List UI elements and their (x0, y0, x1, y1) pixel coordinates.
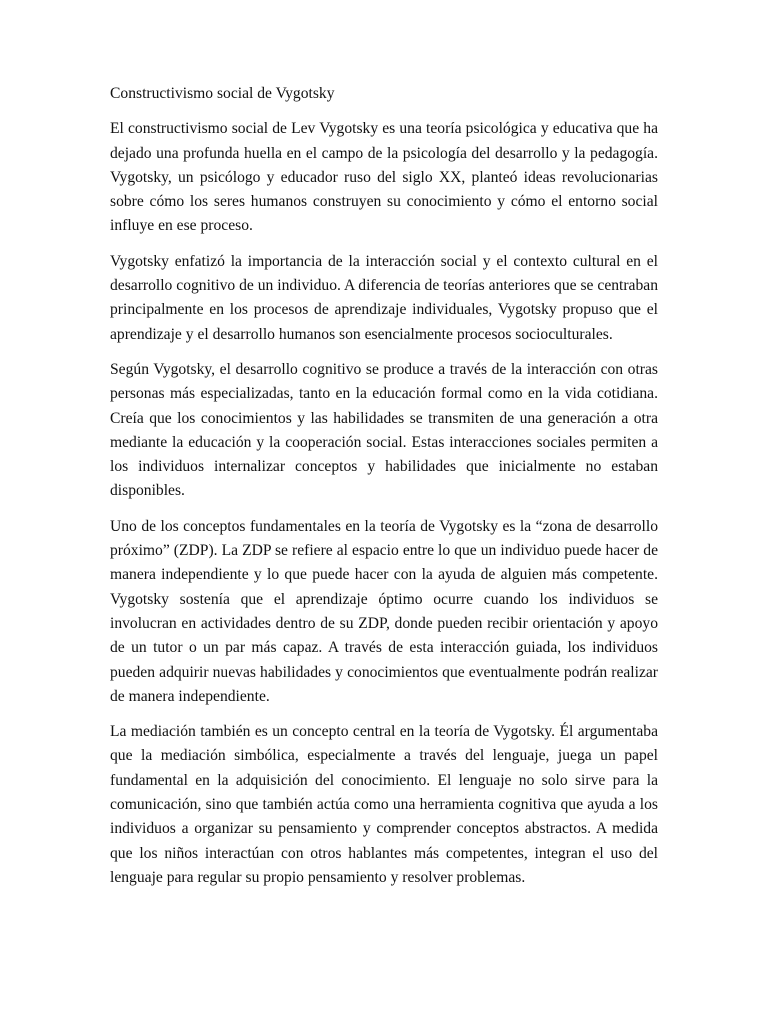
paragraph-5: La mediación también es un concepto central en la teoría de Vygotsky. Él argumentaba que la mediación simbólica, especialmente a través del lenguaje, juega un papel fundamental en la adquisición del conocimiento. El lenguaje no solo sirve para la comunicación, sino que también actúa como una herramienta cognitiva que ayuda a los individuos a organizar su pensamiento y comprender conceptos abstractos. A medida que los niños interactúan con otros hablantes más competentes, integran el uso del lenguaje para regular su propio pensamiento y resolver problemas. (110, 723, 658, 886)
document-title: Constructivismo social de Vygotsky (110, 85, 335, 102)
paragraph-1: El constructivismo social de Lev Vygotsky es una teoría psicológica y educativa que ha dejado una profunda huella en el campo de la psicología del desarrollo y la pedagogía. Vygotsky, un psicólogo y educador ruso del siglo XX, planteó ideas revolucionarias sobre cómo los seres humanos construyen su conocimiento y cómo el entorno social influye en ese proceso. (110, 120, 658, 235)
document-body (110, 82, 658, 901)
paragraph-2: Vygotsky enfatizó la importancia de la interacción social y el contexto cultural en el desarrollo cognitivo de un individuo. A diferencia de teorías anteriores que se centraban principalmente en los procesos de aprendizaje individuales, Vygotsky propuso que el aprendizaje y el desarrollo humanos son esencialmente procesos socioculturales. (110, 252, 658, 343)
paragraph-4: Uno de los conceptos fundamentales en la teoría de Vygotsky es la “zona de desarrollo próximo” (ZDP). La ZDP se refiere al espacio entre lo que un individuo puede hacer de manera independiente y lo que puede hacer con la ayuda de alguien más competente. Vygotsky sostenía que el aprendizaje óptimo ocurre cuando los individuos se involucran en actividades dentro de su ZDP, donde pueden recibir orientación y apoyo de un tutor o un par más capaz. A través de esta interacción guiada, los individuos pueden adquirir nuevas habilidades y conocimientos que eventualmente podrán realizar de manera independiente. (110, 517, 658, 705)
paragraph-3: Según Vygotsky, el desarrollo cognitivo se produce a través de la interacción con otras personas más especializadas, tanto en la educación formal como en la vida cotidiana. Creía que los conocimientos y las habilidades se transmiten de una generación a otra mediante la educación y la cooperación social. Estas interacciones sociales permiten a los individuos internalizar conceptos y habilidades que inicialmente no estaban disponibles. (110, 360, 658, 500)
